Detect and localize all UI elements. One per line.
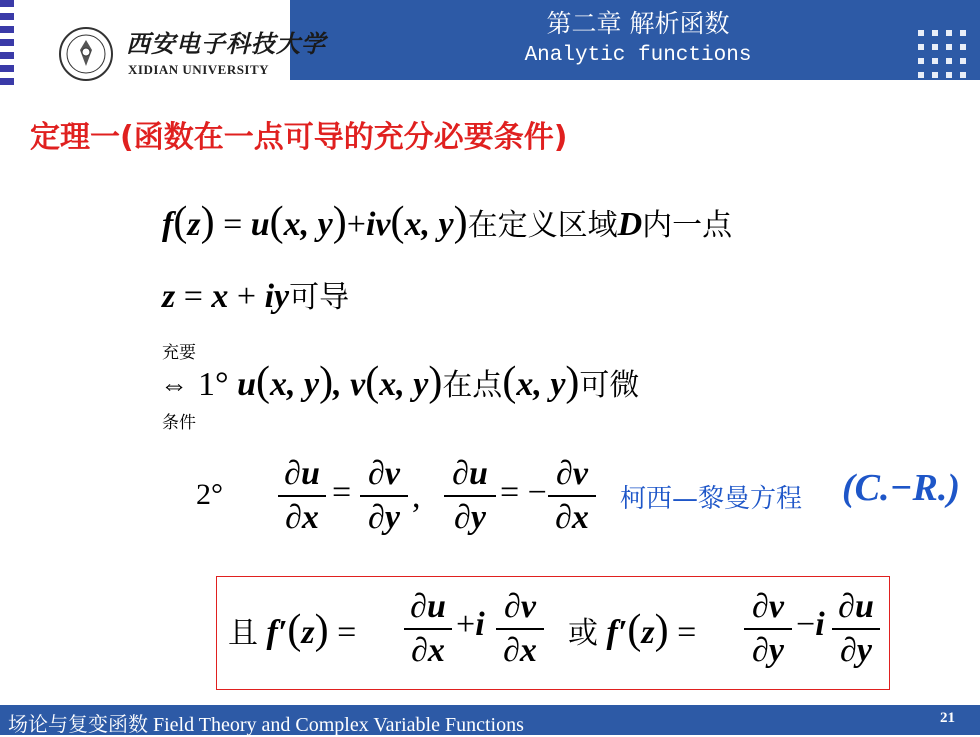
- footer-course-title: 场论与复变函数 Field Theory and Complex Variable Functions: [8, 714, 524, 736]
- header-stripes: [0, 0, 14, 96]
- theorem-line-2: z = x + iy可导: [162, 278, 350, 315]
- page-number: 21: [940, 710, 955, 726]
- line1-end: 内一点: [642, 208, 733, 243]
- iff-arrow-icon: ⇔: [160, 370, 188, 401]
- and-label: 且: [228, 616, 258, 651]
- theorem-line-1: f(z) = u(x, y)+iv(x, y)在定义区域D内一点: [162, 199, 733, 245]
- fraction-dv-dy: ∂v ∂y: [360, 455, 408, 537]
- formula-left: 且 f′(z) =: [228, 607, 357, 653]
- fraction-du-dx: ∂u ∂x: [278, 455, 326, 537]
- line1-text: 在定义区域: [467, 208, 618, 243]
- or-label: 或: [568, 616, 598, 651]
- chapter-subtitle: Analytic functions: [524, 44, 752, 67]
- domain-d: D: [617, 206, 643, 243]
- cond1-mid: 在点: [442, 368, 503, 403]
- cauchy-riemann-label: 柯西—黎曼方程: [620, 484, 803, 514]
- header-grid-decoration: [900, 0, 980, 96]
- university-name-cn: 西安电子科技大学: [126, 29, 326, 58]
- university-seal-icon: [58, 26, 114, 82]
- cond1-number: 1°: [198, 366, 229, 403]
- university-name-en: XIDIAN UNIVERSITY: [128, 62, 270, 77]
- cauchy-riemann-abbr: (C.−R.): [842, 467, 961, 509]
- fraction-du-dx-2: ∂u ∂x: [404, 588, 452, 670]
- fraction-du-dy: ∂u ∂y: [444, 455, 496, 537]
- line2-text: 可导: [289, 280, 350, 315]
- iff-label-top: 充要: [162, 343, 196, 363]
- cond1-end: 可微: [579, 368, 640, 403]
- fraction-dv-dx-2: ∂v ∂x: [496, 588, 544, 670]
- condition-1: 1° u(x, y), v(x, y)在点(x, y)可微: [198, 359, 640, 405]
- iff-label-bottom: 条件: [162, 413, 196, 433]
- cond2-number: 2°: [196, 478, 223, 511]
- chapter-title: 第二章 解析函数: [546, 9, 730, 38]
- theorem-title: 定理一(函数在一点可导的充分必要条件): [30, 120, 568, 155]
- fraction-du-dy-2: ∂u ∂y: [832, 588, 880, 670]
- formula-right: 或 f′(z) =: [568, 607, 697, 653]
- fraction-dv-dy-2: ∂v ∂y: [744, 588, 792, 670]
- fraction-dv-dx: ∂v ∂x: [548, 455, 596, 537]
